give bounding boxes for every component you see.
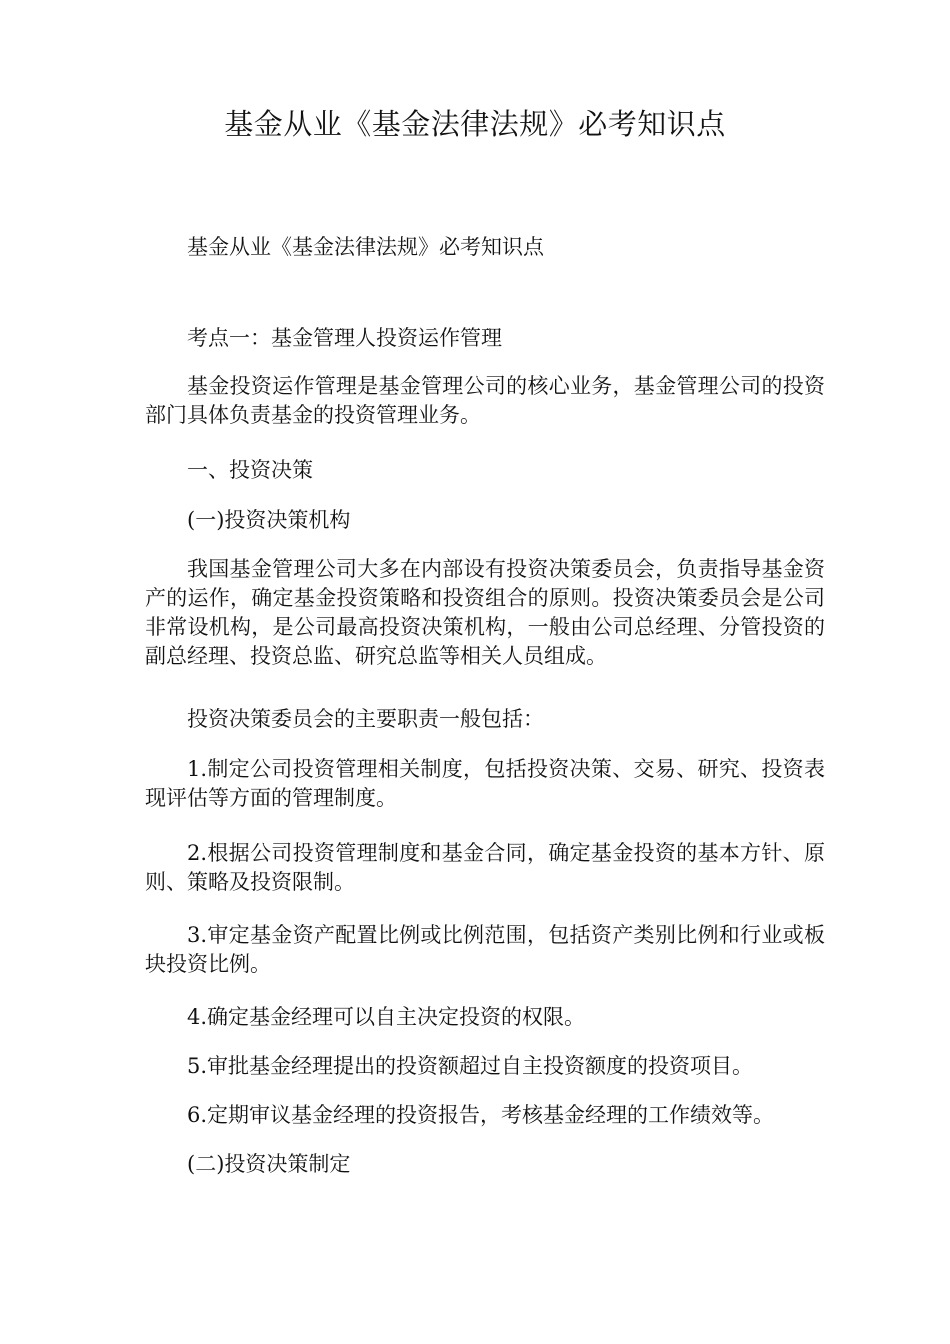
list-item: 6.定期审议基金经理的投资报告，考核基金经理的工作绩效等。 [187,1103,775,1127]
body-paragraph: 我国基金管理公司大多在内部设有投资决策委员会，负责指导基金资产的运作，确定基金投资策略和投资组合的原则。投资决策委员会是公司非常设机构，是公司最高投资决策机构，一般由公司总经理、分管投资的副总经理、投资总监、研究总监等相关人员组成。 [145,557,825,668]
body-paragraph: 基金投资运作管理是基金管理公司的核心业务，基金管理公司的投资部门具体负责基金的投资管理业务。 [145,374,825,427]
subtitle-paragraph: 基金从业《基金法律法规》必考知识点 [187,235,544,259]
list-item: 4.确定基金经理可以自主决定投资的权限。 [187,1005,586,1029]
list-item: 5.审批基金经理提出的投资额超过自主投资额度的投资项目。 [187,1054,754,1078]
body-paragraph: 投资决策委员会的主要职责一般包括： [187,707,544,731]
subsection-heading-decision-making: (二)投资决策制定 [187,1152,351,1176]
section-heading-investment-decision: 一、投资决策 [187,458,313,482]
document-title: 基金从业《基金法律法规》必考知识点 [224,107,726,141]
list-item: 1.制定公司投资管理相关制度，包括投资决策、交易、研究、投资表现评估等方面的管理制度。 [145,757,825,810]
section-heading-point-one: 考点一：基金管理人投资运作管理 [187,326,502,350]
subsection-heading-decision-body: (一)投资决策机构 [187,508,351,532]
list-item: 2.根据公司投资管理制度和基金合同，确定基金投资的基本方针、原则、策略及投资限制。 [145,841,825,894]
list-item: 3.审定基金资产配置比例或比例范围，包括资产类别比例和行业或板块投资比例。 [145,923,825,976]
